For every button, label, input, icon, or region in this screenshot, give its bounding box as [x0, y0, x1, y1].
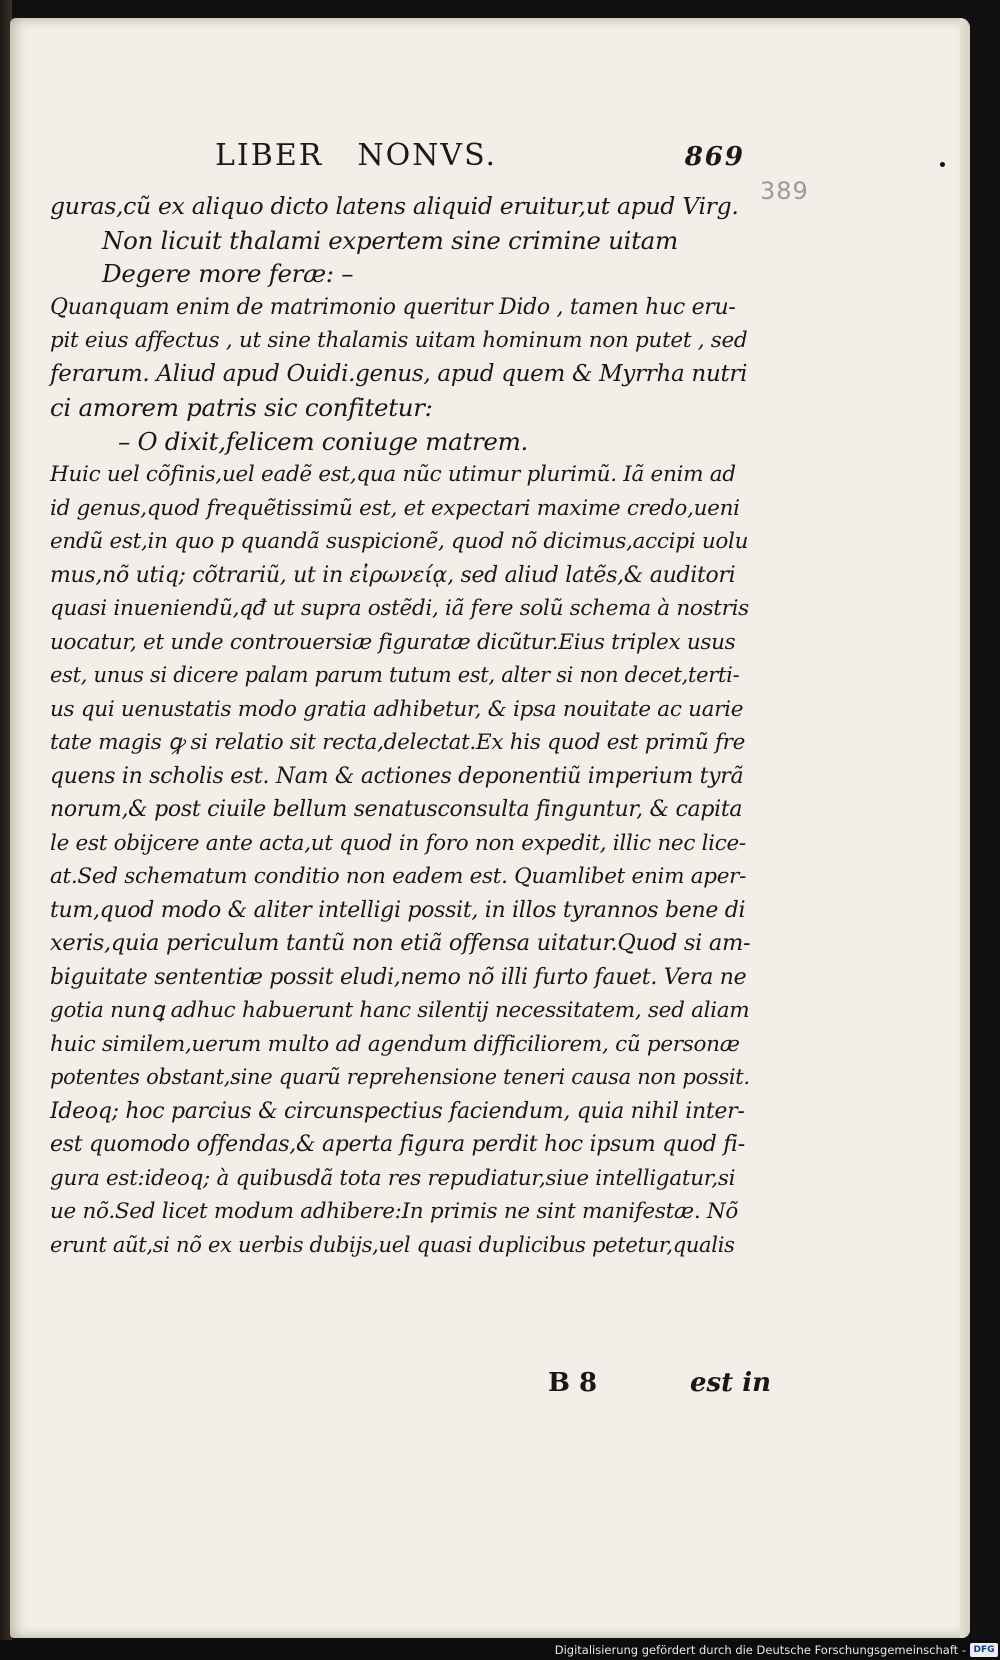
- text-line: xeris,quia periculum tantũ non etiã offensa uitatur.Quod si am-: [50, 930, 751, 956]
- text-line: us qui uenustatis modo gratia adhibetur, & ipsa nouitate ac uarie: [50, 696, 744, 722]
- page-edge: [960, 18, 970, 1638]
- running-header: [215, 138, 745, 182]
- text-line: id genus,quod frequẽtissimũ est, et expectari maxime credo,ueni: [50, 495, 740, 521]
- text-line: guras,cũ ex aliquo dicto latens aliquid eruitur,ut apud Virg.: [50, 192, 739, 220]
- text-line: ci amorem patris sic confitetur:: [50, 393, 433, 422]
- text-line: mus,nõ utiq; cõtrariũ, ut in εἰρωνείᾳ, sed aliud latẽs,& auditori: [50, 562, 736, 588]
- text-line: est, unus si dicere palam parum tutum est, alter si non decet,terti-: [50, 663, 740, 687]
- text-line: pit eius affectus , ut sine thalamis uitam hominum non putet , sed: [50, 328, 748, 353]
- handwritten-page-number: 389: [760, 177, 809, 205]
- text-line: potentes obstant,sine quarũ reprehensione teneri causa non possit.: [50, 1065, 750, 1089]
- text-line: Huic uel cõfinis,uel eadẽ est,qua nũc utimur plurimũ. Iã enim ad: [50, 462, 736, 487]
- text-line: at.Sed schematum conditio non eadem est. Quamlibet enim aper-: [50, 864, 747, 889]
- folio-number: 869: [684, 142, 745, 172]
- running-title-word-1: LIBER: [215, 138, 324, 173]
- text-line: tum,quod modo & aliter intelligi possit, in illos tyrannos bene di: [50, 897, 746, 923]
- text-line: uocatur, et unde controuersiæ figuratæ dicũtur.Eius triplex usus: [50, 629, 736, 655]
- text-line: Ideoq; hoc parcius & circunspectius faciendum, quia nihil inter-: [50, 1098, 745, 1124]
- text-line: Quanquam enim de matrimonio queritur Dido , tamen huc eru-: [50, 294, 736, 320]
- text-line: ue nõ.Sed licet modum adhibere:In primis ne sint manifestæ. Nõ: [50, 1199, 739, 1224]
- text-line: gura est:ideoq; à quibusdã tota res repudiatur,siue intelligatur,si: [50, 1165, 736, 1191]
- text-line: tate magis ꝙ si relatio sit recta,delectat.Ex his quod est primũ fre: [50, 730, 746, 755]
- text-line: biguitate sententiæ possit eludi,nemo nõ illi furto fauet. Vera ne: [50, 964, 747, 990]
- text-line: gotia nunꝗ adhuc habuerunt hanc silentij necessitatem, sed aliam: [50, 998, 750, 1023]
- text-line: est quomodo offendas,& aperta figura perdit hoc ipsum quod fi-: [50, 1132, 745, 1157]
- funding-credit: Digitalisierung gefördert durch die Deutsche Forschungsgemeinschaft -: [554, 1643, 966, 1657]
- verse-line: – O dixit,felicem coniuge matrem.: [118, 426, 529, 456]
- running-title-word-2: NONVS.: [357, 138, 498, 173]
- text-line: erunt aũt,si nõ ex uerbis dubijs,uel quasi duplicibus petetur,qualis: [50, 1232, 735, 1257]
- verse-line: Degere more feræ: –: [102, 259, 354, 288]
- margin-dot: [940, 162, 945, 167]
- running-title: [215, 138, 497, 173]
- text-line: quasi inueniendũ,qđ ut supra ostẽdi, iã fere solũ schema à nostris: [50, 596, 749, 621]
- dfg-logo-icon: DFG: [970, 1643, 998, 1657]
- text-line: quens in scholis est. Nam & actiones deponentiũ imperium tyrã: [50, 763, 744, 789]
- text-line: norum,& post ciuile bellum senatusconsulta finguntur, & capita: [50, 797, 743, 822]
- verse-line: Non licuit thalami expertem sine crimine uitam: [102, 225, 678, 255]
- body-text: [50, 190, 750, 1262]
- signature-mark: B 8: [548, 1368, 598, 1398]
- text-line: endũ est,in quo p quandã suspicionẽ, quod nõ dicimus,accipi uolu: [50, 529, 749, 554]
- text-line: le est obijcere ante acta,ut quod in foro non expedit, illic nec lice-: [50, 830, 746, 856]
- text-line: ferarum. Aliud apud Ouidi.genus, apud quem & Myrrha nutri: [50, 360, 748, 387]
- text-line: huic similem,uerum multo ad agendum difficiliorem, cũ personæ: [50, 1031, 740, 1057]
- catchword: est in: [690, 1368, 772, 1398]
